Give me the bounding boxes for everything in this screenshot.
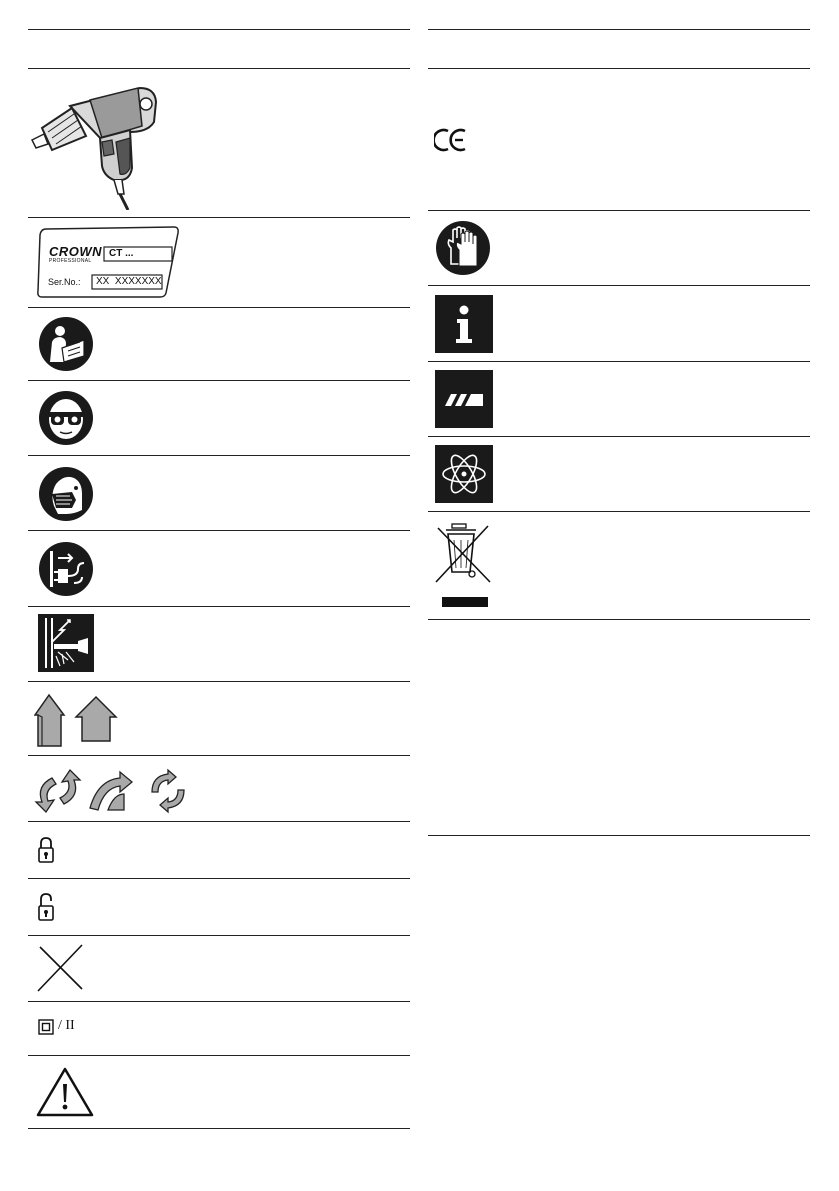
rule — [428, 436, 810, 437]
rating-label — [36, 225, 181, 299]
rule — [28, 217, 410, 218]
atom-icon — [435, 445, 493, 503]
rule — [28, 1055, 410, 1056]
lock-closed-icon — [38, 836, 54, 864]
rule — [28, 755, 410, 756]
rule — [28, 68, 410, 69]
class-ii-icon — [38, 1019, 54, 1035]
unplug-icon — [38, 541, 94, 597]
rule — [428, 361, 810, 362]
read-manual-icon — [38, 316, 94, 372]
lock-open-icon — [38, 892, 56, 922]
rotation-arrows-icon — [34, 768, 190, 814]
serial-value: XX XXXXXXX — [96, 276, 162, 287]
class-ii-label: / II — [58, 1018, 75, 1033]
rule — [428, 285, 810, 286]
brand-subtitle: PROFESSIONAL — [49, 258, 92, 264]
rule — [28, 878, 410, 879]
rule — [28, 821, 410, 822]
rule — [428, 619, 810, 620]
rule — [28, 1001, 410, 1002]
rule — [428, 29, 810, 30]
info-icon — [435, 295, 493, 353]
serial-label: Ser.No.: — [48, 277, 81, 287]
rule — [28, 606, 410, 607]
rule — [428, 68, 810, 69]
model-field: CT ... — [109, 248, 134, 259]
rule — [28, 530, 410, 531]
rule — [28, 935, 410, 936]
brand-name: CROWN — [49, 244, 103, 259]
rule — [28, 681, 410, 682]
cross-icon — [36, 943, 86, 993]
rule — [28, 29, 410, 30]
rule — [428, 511, 810, 512]
rule — [28, 455, 410, 456]
battery-level-icon — [435, 370, 493, 428]
rule — [428, 210, 810, 211]
hidden-wiring-icon — [38, 614, 94, 672]
rule — [428, 835, 810, 836]
ce-mark-icon — [434, 128, 468, 152]
dust-mask-icon — [38, 466, 94, 522]
arrows-up-icon — [34, 691, 120, 747]
warning-icon — [36, 1066, 94, 1118]
rule — [28, 380, 410, 381]
rule — [28, 307, 410, 308]
gloves-icon — [435, 220, 491, 276]
rule — [28, 1128, 410, 1129]
eye-protection-icon — [38, 390, 94, 446]
weee-bin-icon — [432, 522, 494, 610]
drill-illustration — [30, 76, 160, 210]
